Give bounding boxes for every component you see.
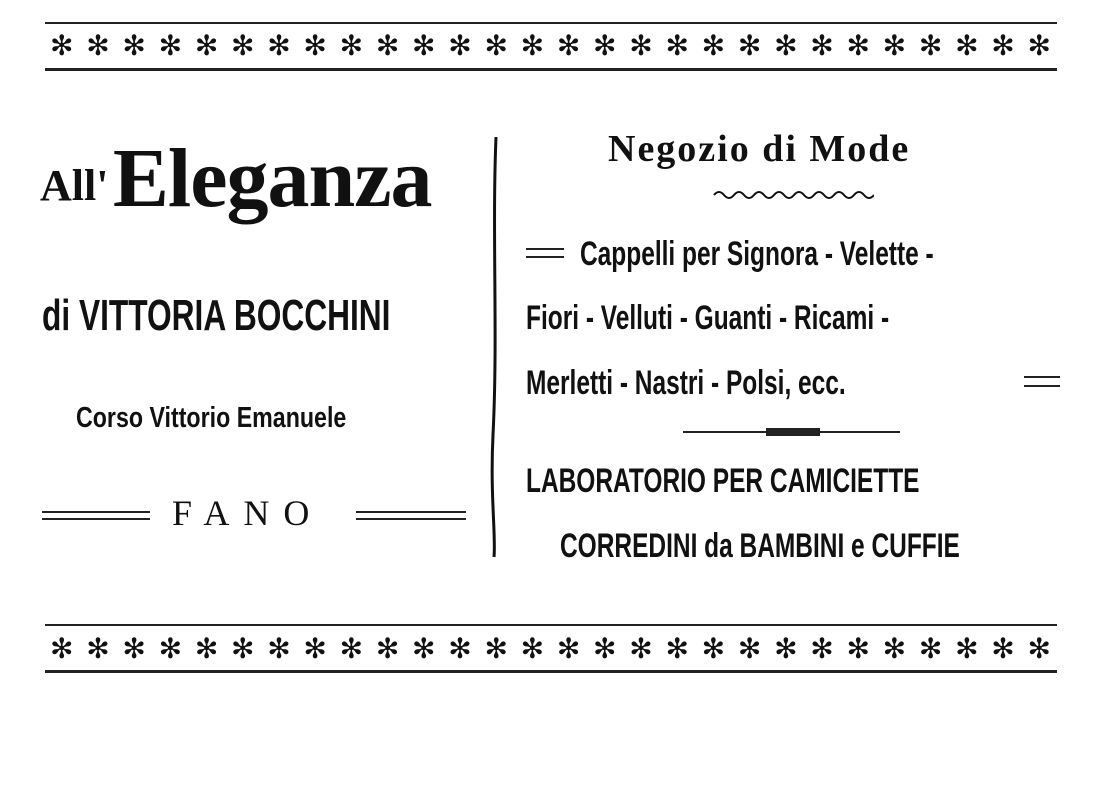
top-border-star-icon: ✻ xyxy=(194,29,218,62)
top-border-star-icon: ✻ xyxy=(701,29,725,62)
top-border-star-icon: ✻ xyxy=(122,29,145,62)
bottom-border-star-icon: ✻ xyxy=(846,632,869,665)
bottom-border-star-icon: ✻ xyxy=(520,632,544,665)
bottom-border-star-icon: ✻ xyxy=(412,632,435,665)
top-border-star-icon: ✻ xyxy=(1027,29,1050,62)
top-border-star-icon: ✻ xyxy=(882,29,906,62)
bottom-border-star-icon: ✻ xyxy=(991,632,1014,665)
city-rule-right-2 xyxy=(356,518,466,520)
top-border-star-icon: ✻ xyxy=(86,29,109,62)
bottom-star-ornament-row xyxy=(50,632,1050,666)
line1-dash-b xyxy=(526,256,564,258)
bottom-border-star-icon: ✻ xyxy=(1027,632,1050,665)
top-border-star-icon: ✻ xyxy=(158,29,182,62)
bottom-border-star-icon: ✻ xyxy=(86,632,109,665)
bottom-border-star-icon: ✻ xyxy=(701,632,725,665)
bottom-border-star-icon: ✻ xyxy=(194,632,218,665)
top-border-star-icon: ✻ xyxy=(918,29,942,62)
bottom-border-star-icon: ✻ xyxy=(882,632,906,665)
top-border-line-upper xyxy=(45,22,1057,24)
top-border-star-icon: ✻ xyxy=(267,29,290,62)
shop-title-prefix: All' xyxy=(40,161,109,210)
bottom-border-star-icon: ✻ xyxy=(918,632,942,665)
top-border-star-icon: ✻ xyxy=(955,29,978,62)
city-rule-left-1 xyxy=(42,511,150,513)
bottom-border-star-icon: ✻ xyxy=(231,632,254,665)
bottom-border-star-icon: ✻ xyxy=(774,632,797,665)
line3-dash-a xyxy=(1024,376,1060,378)
shop-title xyxy=(40,130,480,227)
top-border-star-icon: ✻ xyxy=(774,29,797,62)
bottom-border-star-icon: ✻ xyxy=(556,632,580,665)
separator-thin-right xyxy=(820,431,900,433)
top-star-ornament-row xyxy=(50,29,1050,63)
shop-title-name: Eleganza xyxy=(112,132,432,225)
top-border-star-icon: ✻ xyxy=(991,29,1014,62)
bottom-border-line-lower xyxy=(45,670,1057,673)
owner-name: di VITTORIA BOCCHINI xyxy=(42,291,391,340)
bottom-border-star-icon: ✻ xyxy=(303,632,326,665)
goods-line-1: Cappelli per Signora - Velette - xyxy=(580,235,934,273)
bottom-border-star-icon: ✻ xyxy=(665,632,688,665)
separator-thin-left xyxy=(683,431,766,433)
address: Corso Vittorio Emanuele xyxy=(76,402,347,434)
goods-line-2: Fiori - Velluti - Guanti - Ricami - xyxy=(526,299,890,337)
top-border-star-icon: ✻ xyxy=(737,29,761,62)
shop-heading: Negozio di Mode xyxy=(608,128,911,170)
workshop-line-1: LABORATORIO PER CAMICIETTE xyxy=(526,462,920,500)
top-border-star-icon: ✻ xyxy=(846,29,869,62)
vertical-divider xyxy=(484,135,504,560)
top-border-star-icon: ✻ xyxy=(231,29,254,62)
bottom-border-star-icon: ✻ xyxy=(267,632,290,665)
separator-bar xyxy=(766,428,820,436)
top-border-star-icon: ✻ xyxy=(665,29,688,62)
top-border-star-icon: ✻ xyxy=(556,29,580,62)
bottom-border-star-icon: ✻ xyxy=(50,632,73,665)
top-border-star-icon: ✻ xyxy=(412,29,435,62)
line3-dash-b xyxy=(1024,385,1060,387)
top-border-star-icon: ✻ xyxy=(375,29,399,62)
line1-dash-a xyxy=(526,248,564,250)
city-rule-right-1 xyxy=(356,511,466,513)
top-border-star-icon: ✻ xyxy=(520,29,544,62)
bottom-border-star-icon: ✻ xyxy=(737,632,761,665)
top-border-star-icon: ✻ xyxy=(303,29,326,62)
city-name: FANO xyxy=(172,493,324,533)
top-border-star-icon: ✻ xyxy=(339,29,363,62)
bottom-border-star-icon: ✻ xyxy=(339,632,363,665)
top-border-star-icon: ✻ xyxy=(448,29,471,62)
goods-line-3: Merletti - Nastri - Polsi, ecc. xyxy=(526,364,846,402)
bottom-border-star-icon: ✻ xyxy=(593,632,616,665)
top-border-star-icon: ✻ xyxy=(810,29,833,62)
bottom-border-star-icon: ✻ xyxy=(122,632,145,665)
bottom-border-star-icon: ✻ xyxy=(629,632,652,665)
workshop-line-2: CORREDINI da BAMBINI e CUFFIE xyxy=(560,527,960,565)
top-border-star-icon: ✻ xyxy=(593,29,616,62)
top-border-line-lower xyxy=(45,68,1057,71)
bottom-border-star-icon: ✻ xyxy=(448,632,471,665)
bottom-border-star-icon: ✻ xyxy=(158,632,182,665)
bottom-border-star-icon: ✻ xyxy=(375,632,399,665)
top-border-star-icon: ✻ xyxy=(484,29,507,62)
bottom-border-star-icon: ✻ xyxy=(955,632,978,665)
city-rule-left-2 xyxy=(42,518,150,520)
bottom-border-line-upper xyxy=(45,624,1057,626)
heading-wavy-ornament xyxy=(712,187,874,203)
top-border-star-icon: ✻ xyxy=(629,29,652,62)
bottom-border-star-icon: ✻ xyxy=(484,632,507,665)
bottom-border-star-icon: ✻ xyxy=(810,632,833,665)
top-border-star-icon: ✻ xyxy=(50,29,73,62)
